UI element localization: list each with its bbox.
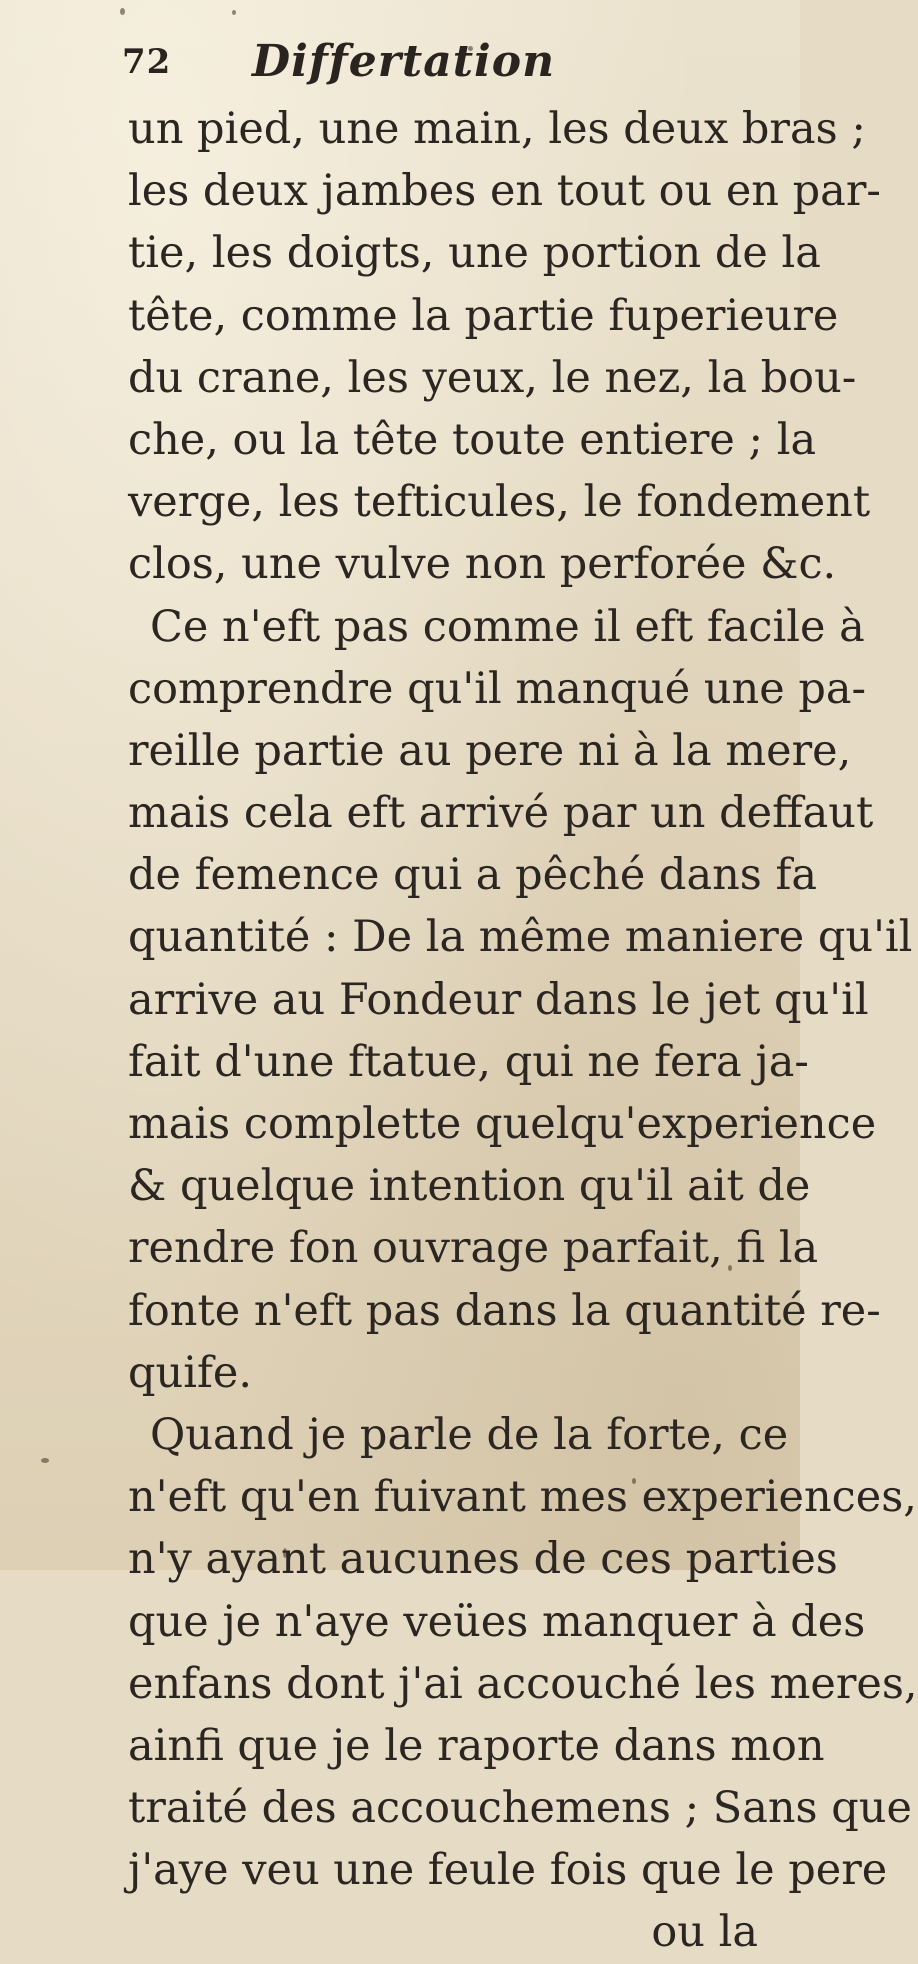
catchword: ou la bbox=[651, 1907, 758, 1958]
text-line: rendre fon ouvrage parfait, fi la bbox=[128, 1223, 819, 1274]
ink-speck bbox=[232, 10, 236, 15]
text-line: du crane, les yeux, le nez, la bou- bbox=[128, 352, 857, 403]
text-line: Quand je parle de la forte, ce bbox=[150, 1409, 789, 1460]
text-line: che, ou la tête toute entiere ; la bbox=[128, 414, 817, 465]
text-line: clos, une vulve non perforée &c. bbox=[128, 539, 837, 590]
text-line: mais cela eft arrivé par un deffaut bbox=[128, 788, 874, 839]
page-header bbox=[122, 36, 682, 92]
text-line: arrive au Fondeur dans le jet qu'il bbox=[128, 974, 869, 1025]
text-line: n'y ayant aucunes de ces parties bbox=[128, 1534, 838, 1585]
text-line: verge, les tefticules, le fondement bbox=[128, 477, 871, 528]
text-line: j'aye veu une feule fois que le pere bbox=[128, 1845, 888, 1896]
text-line: Ce n'eft pas comme il eft facile à bbox=[150, 601, 865, 652]
body-text bbox=[128, 98, 918, 1964]
text-line: tie, les doigts, une portion de la bbox=[128, 228, 821, 279]
text-line: que je n'aye veües manquer à des bbox=[128, 1596, 866, 1647]
text-line: un pied, une main, les deux bras ; bbox=[128, 104, 866, 154]
text-line: de femence qui a pêché dans fa bbox=[128, 850, 818, 901]
text-line: reille partie au pere ni à la mere, bbox=[128, 725, 852, 776]
text-line: enfans dont j'ai accouché les meres, bbox=[128, 1658, 918, 1709]
text-line: traité des accouchemens ; Sans que bbox=[128, 1783, 912, 1834]
text-line: & quelque intention qu'il ait de bbox=[128, 1161, 811, 1212]
text-line: fonte n'eft pas dans la quantité re- bbox=[128, 1285, 881, 1336]
ink-speck bbox=[41, 1458, 49, 1463]
text-line: ainfi que je le raporte dans mon bbox=[128, 1720, 825, 1771]
text-line: comprendre qu'il manqué une pa- bbox=[128, 663, 867, 714]
text-line: quife. bbox=[128, 1347, 253, 1398]
text-line: mais complette quelqu'experience bbox=[128, 1099, 877, 1149]
running-title: Differtation bbox=[252, 36, 556, 87]
text-line: tête, comme la partie fuperieure bbox=[128, 290, 839, 341]
page-number: 72 bbox=[122, 42, 172, 82]
text-line: quantité : De la même maniere qu'il bbox=[128, 912, 913, 963]
text-line: fait d'une ftatue, qui ne fera ja- bbox=[128, 1036, 809, 1087]
text-line: les deux jambes en tout ou en par- bbox=[128, 166, 881, 217]
ink-speck bbox=[120, 8, 125, 15]
text-line: n'eft qu'en fuivant mes experiences, bbox=[128, 1472, 917, 1523]
